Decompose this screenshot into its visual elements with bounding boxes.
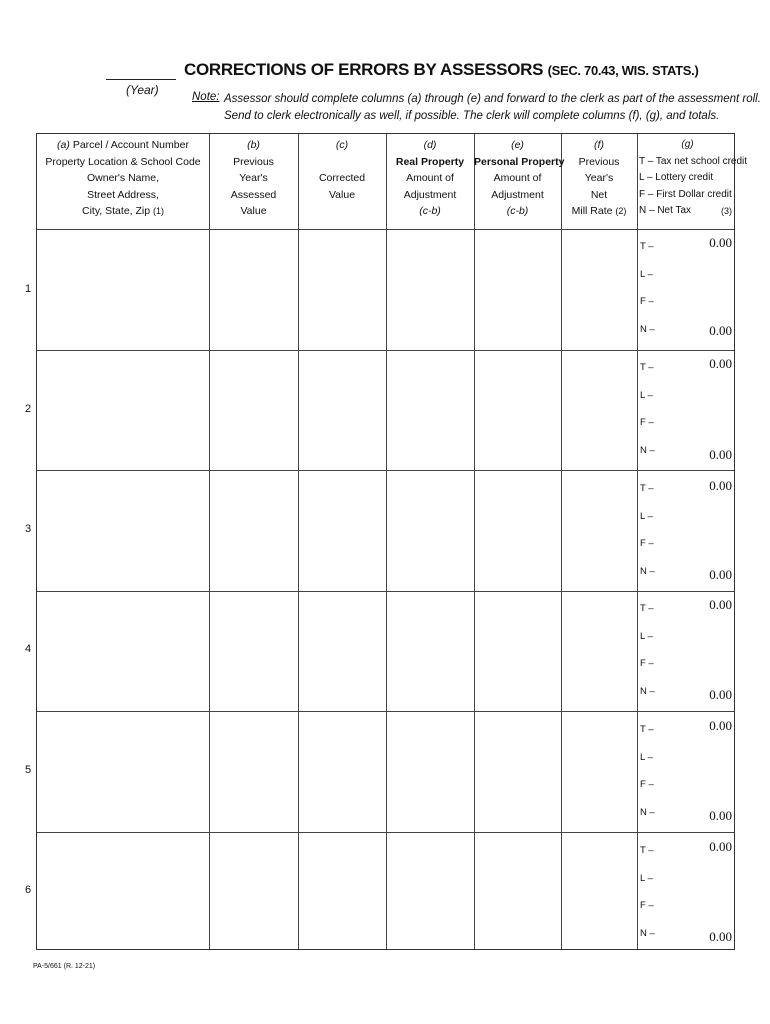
row-number: 5 — [25, 764, 32, 776]
tax-net-school-label: T – — [640, 724, 654, 735]
net-tax-value: 0.00 — [709, 447, 732, 462]
net-tax-label: N – — [640, 807, 655, 818]
net-tax-value: 0.00 — [709, 567, 732, 582]
row-divider — [37, 711, 734, 712]
column-divider — [561, 134, 562, 949]
column-header-d: (d) Real Property Amount of Adjustment (c-b) — [395, 139, 465, 217]
page-title — [184, 60, 699, 80]
column-divider — [474, 134, 475, 949]
column-header-f: (f) Previous Year's Net Mill Rate (2) — [571, 139, 627, 217]
tax-net-school-value: 0.00 — [709, 839, 732, 854]
tax-net-school-value: 0.00 — [709, 356, 732, 371]
net-tax-label: N – — [640, 686, 655, 697]
net-tax-value: 0.00 — [709, 808, 732, 823]
tax-net-school-value: 0.00 — [709, 235, 732, 250]
column-header-g: (g) T – Tax net school credit L – Lottery credit F – First Dollar credit N – Net Tax (3) — [639, 139, 748, 216]
first-dollar-credit-label: F – — [640, 296, 654, 307]
first-dollar-credit-label: F – — [640, 538, 654, 549]
column-divider — [386, 134, 387, 949]
column-header-a: (a) Parcel / Account Number Property Location & School Code Owner's Name, Street Address, City, State, Zip (1) — [45, 139, 201, 217]
net-tax-label: N – — [640, 445, 655, 456]
net-tax-label: N – — [640, 566, 655, 577]
corrections-table — [36, 133, 748, 950]
lottery-credit-label: L – — [640, 511, 653, 522]
row-number: 6 — [25, 884, 32, 896]
row-number: 4 — [25, 643, 32, 655]
tax-net-school-label: T – — [640, 603, 654, 614]
first-dollar-credit-label: F – — [640, 658, 654, 669]
net-tax-value: 0.00 — [709, 687, 732, 702]
row-divider — [37, 832, 734, 833]
net-tax-value: 0.00 — [709, 323, 732, 338]
tax-net-school-label: T – — [640, 362, 654, 373]
tax-net-school-value: 0.00 — [709, 597, 732, 612]
tax-net-school-label: T – — [640, 241, 654, 252]
tax-net-school-value: 0.00 — [709, 718, 732, 733]
tax-net-school-label: T – — [640, 483, 654, 494]
title-statute: (SEC. 70.43, WIS. STATS.) — [547, 63, 699, 78]
lottery-credit-label: L – — [640, 390, 653, 401]
first-dollar-credit-label: F – — [640, 900, 654, 911]
tax-net-school-value: 0.00 — [709, 478, 732, 493]
net-tax-value: 0.00 — [709, 929, 732, 944]
note-label: Note: — [192, 91, 220, 103]
lottery-credit-label: L – — [640, 752, 653, 763]
row-number: 3 — [25, 523, 32, 535]
note-line-2: Send to clerk electronically as well, if possible. The clerk will complete columns (f), (g), and totals. — [224, 110, 720, 122]
lottery-credit-label: L – — [640, 631, 653, 642]
year-input-line[interactable] — [106, 79, 176, 80]
lottery-credit-label: L – — [640, 873, 653, 884]
note-line-1: Assessor should complete columns (a) through (e) and forward to the clerk as part of the assessment roll. — [224, 93, 761, 105]
row-number: 2 — [25, 403, 32, 415]
tax-net-school-label: T – — [640, 845, 654, 856]
row-divider — [37, 470, 734, 471]
title-main: CORRECTIONS OF ERRORS BY ASSESSORS — [184, 60, 544, 79]
row-number: 1 — [25, 283, 32, 295]
column-header-c: (c) Corrected Value — [318, 139, 366, 201]
first-dollar-credit-label: F – — [640, 779, 654, 790]
net-tax-label: N – — [640, 928, 655, 939]
column-divider — [637, 134, 638, 949]
column-header-e: (e) Personal Property Amount of Adjustment (c-b) — [474, 139, 565, 217]
year-label: (Year) — [126, 83, 159, 97]
column-header-b: (b) Previous Year's Assessed Value — [230, 139, 277, 217]
note-text — [224, 91, 761, 125]
net-tax-label: N – — [640, 324, 655, 335]
row-divider — [37, 350, 734, 351]
row-divider — [37, 591, 734, 592]
header-divider — [37, 229, 734, 230]
first-dollar-credit-label: F – — [640, 417, 654, 428]
column-divider — [209, 134, 210, 949]
form-id: PA-5/661 (R. 12-21) — [33, 963, 96, 970]
column-divider — [298, 134, 299, 949]
lottery-credit-label: L – — [640, 269, 653, 280]
